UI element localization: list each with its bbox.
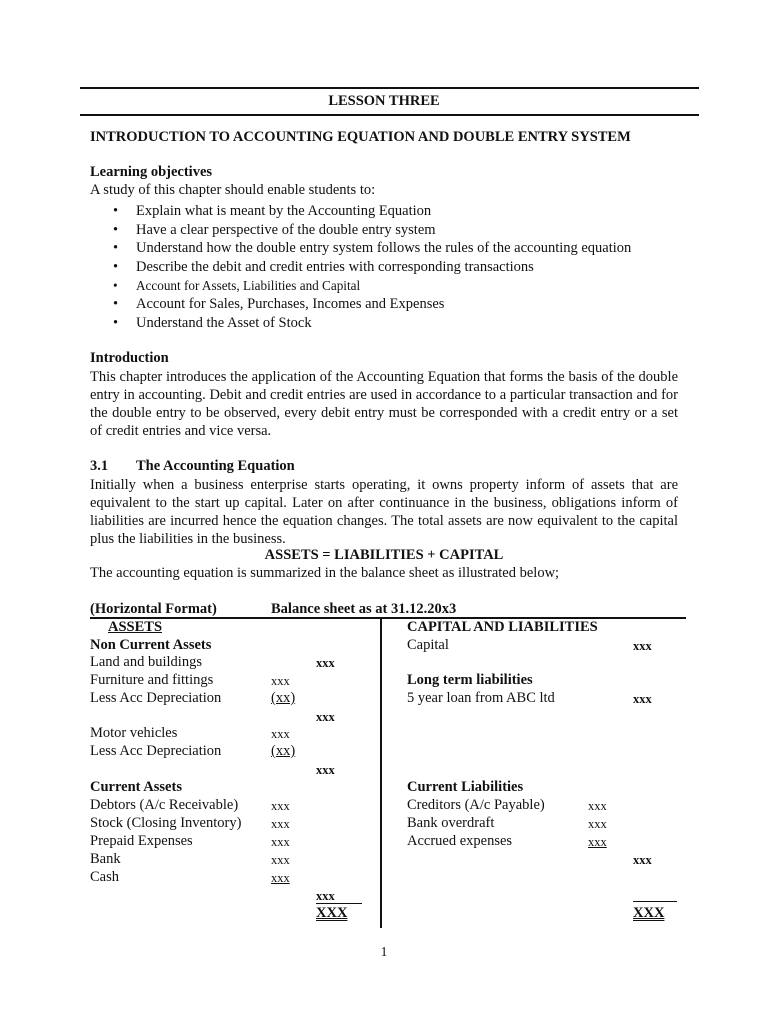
section-paragraph: Initially when a business enterprise starts operating, it owns property inform of assets that are equivalent to the start up capital. Later on after continuance in the business, obligations inform of liabilities are incurred hence the equation changes. The total assets are now equivalent to the capital plus the liabilities in the business.: [90, 477, 678, 547]
land-label: Land and buildings: [90, 654, 202, 670]
accrued-label: Accrued expenses: [407, 833, 513, 849]
top-rule-upper: [80, 87, 699, 89]
balance-sheet-divider: [380, 619, 382, 928]
assets-grand-total: XXX: [316, 905, 348, 921]
creditors-label: Creditors (A/c Payable): [407, 797, 545, 813]
debtors-amount: xxx: [271, 799, 290, 813]
current-liabilities-total: xxx: [633, 853, 652, 867]
equation-summary: The accounting equation is summarized in the balance sheet as illustrated below;: [90, 565, 560, 581]
loan-label: 5 year loan from ABC ltd: [407, 690, 555, 706]
furniture-label: Furniture and fittings: [90, 672, 214, 688]
capital-liabilities-header: CAPITAL AND LIABILITIES: [407, 619, 598, 635]
long-term-liabilities-heading: Long term liabilities: [407, 672, 533, 688]
current-liabilities-heading: Current Liabilities: [407, 779, 524, 795]
capital-label: Capital: [407, 637, 449, 653]
depreciation-amount-1: (xx): [271, 690, 296, 706]
motor-net: xxx: [316, 763, 335, 777]
cash-label: Cash: [90, 869, 119, 885]
objective-item: • Understand the Asset of Stock: [90, 314, 631, 333]
section-title: The Accounting Equation: [136, 458, 295, 474]
prepaid-amount: xxx: [271, 835, 290, 849]
objective-item: • Account for Assets, Liabilities and Capital: [90, 277, 631, 296]
objective-item: • Describe the debit and credit entries with corresponding transactions: [90, 258, 631, 277]
accounting-equation: ASSETS = LIABILITIES + CAPITAL: [264, 547, 504, 563]
introduction-paragraph: This chapter introduces the application of the Accounting Equation that forms the basis of the double entry in accounting. Debit and credit entries are used in accordance to a particular transaction and for the double entry to be observed, every debit entry must be corresponded with a credit entry or a set of credit entries and vice versa.: [90, 369, 678, 439]
creditors-amount: xxx: [588, 799, 607, 813]
objectives-heading: Learning objectives: [90, 164, 213, 180]
depreciation-label-1: Less Acc Depreciation: [90, 690, 222, 706]
furniture-net: xxx: [316, 710, 335, 724]
objectives-list: [90, 202, 631, 333]
bank-label: Bank: [90, 851, 121, 867]
accrued-amount: xxx: [588, 835, 607, 849]
overdraft-label: Bank overdraft: [407, 815, 495, 831]
land-total: xxx: [316, 656, 335, 670]
page-number: 1: [380, 944, 388, 959]
introduction-heading: Introduction: [90, 350, 169, 366]
objective-item: • Account for Sales, Purchases, Incomes and Expenses: [90, 295, 631, 314]
liabilities-grand-total: XXX: [633, 905, 665, 921]
left-total-rule: [316, 903, 362, 904]
right-total-rule: [633, 901, 677, 902]
objectives-intro: A study of this chapter should enable students to:: [90, 182, 376, 198]
motor-amount: xxx: [271, 727, 290, 741]
lesson-title: LESSON THREE: [328, 93, 440, 109]
section-number: 3.1: [90, 458, 109, 474]
debtors-label: Debtors (A/c Receivable): [90, 797, 239, 813]
cash-amount: xxx: [271, 871, 290, 885]
objective-item: • Have a clear perspective of the double entry system: [90, 221, 631, 240]
current-assets-heading: Current Assets: [90, 779, 182, 795]
balance-sheet-title: Balance sheet as at 31.12.20x3: [271, 601, 457, 617]
main-heading: INTRODUCTION TO ACCOUNTING EQUATION AND DOUBLE ENTRY SYSTEM: [90, 129, 631, 145]
stock-amount: xxx: [271, 817, 290, 831]
furniture-amount: xxx: [271, 674, 290, 688]
current-assets-total: xxx: [316, 889, 335, 903]
non-current-assets-heading: Non Current Assets: [90, 637, 212, 653]
depreciation-amount-2: (xx): [271, 743, 296, 759]
prepaid-label: Prepaid Expenses: [90, 833, 193, 849]
loan-amount: xxx: [633, 692, 652, 706]
motor-label: Motor vehicles: [90, 725, 178, 741]
top-rule-lower: [80, 114, 699, 116]
format-label: (Horizontal Format): [90, 601, 217, 617]
overdraft-amount: xxx: [588, 817, 607, 831]
objective-item: • Explain what is meant by the Accounting Equation: [90, 202, 631, 221]
objective-item: • Understand how the double entry system follows the rules of the accounting equation: [90, 239, 631, 258]
depreciation-label-2: Less Acc Depreciation: [90, 743, 222, 759]
assets-header: ASSETS: [108, 619, 163, 635]
bank-amount: xxx: [271, 853, 290, 867]
capital-amount: xxx: [633, 639, 652, 653]
stock-label: Stock (Closing Inventory): [90, 815, 242, 831]
